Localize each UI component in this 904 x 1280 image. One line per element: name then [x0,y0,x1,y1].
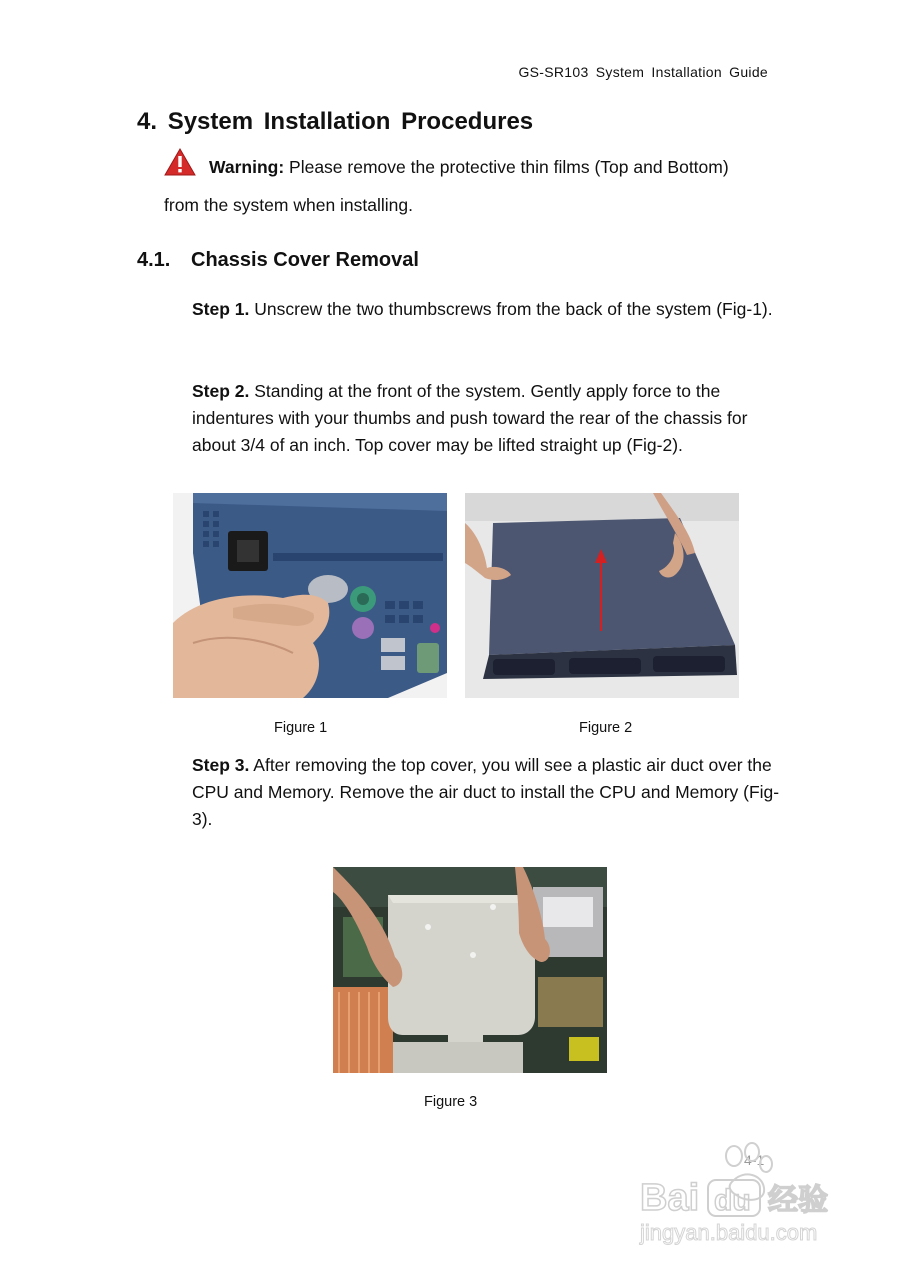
baidu-watermark-logo [638,1140,858,1250]
section-title: System Installation Procedures [167,108,534,135]
warning-text [209,157,729,178]
step-2 [192,378,782,459]
subsection-number: 4.1. [137,249,171,271]
step-1-label: Step 1. [192,299,250,319]
step-2-text: Standing at the front of the system. Gently apply force to the indentures with your thumbs and push toward the rear of the chassis for about 3/4 of an inch. Top cover may be lifted straight up (Fig-2). [192,381,748,455]
step-3-text: After removing the top cover, you will see a plastic air duct over the CPU and Memory. Remove the air duct to install the CPU and Memory (Fig-3). [192,755,780,829]
step-3 [192,752,782,833]
warning-line-2: from the system when installing. [164,195,413,215]
figure-3-caption: Figure 3 [424,1094,478,1110]
svg-text:Bai: Bai [640,1177,700,1219]
step-2-label: Step 2. [192,381,250,401]
warning-triangle-icon [164,148,196,176]
svg-text:jingyan.baidu.com: jingyan.baidu.com [640,1220,818,1245]
page-number: 4-1 [744,1152,765,1168]
section-heading [137,108,533,136]
step-1 [192,296,782,323]
figure-2-image [465,493,739,698]
figure-1-caption: Figure 1 [274,720,328,736]
subsection-heading [137,249,419,272]
warning-label: Warning: [209,157,285,177]
figure-1-image [173,493,447,698]
step-3-label: Step 3. [192,755,250,775]
figure-2-caption: Figure 2 [579,720,633,736]
section-number: 4. [137,108,158,135]
figure-3-image [333,867,607,1073]
warning-line-1: Please remove the protective thin films (Top and Bottom) [284,157,729,177]
step-1-text: Unscrew the two thumbscrews from the back of the system (Fig-1). [249,299,773,319]
svg-text:经验: 经验 [768,1183,828,1218]
svg-text:du: du [714,1184,751,1217]
subsection-title: Chassis Cover Removal [191,249,419,271]
running-header: GS-SR103 System Installation Guide [518,64,768,80]
